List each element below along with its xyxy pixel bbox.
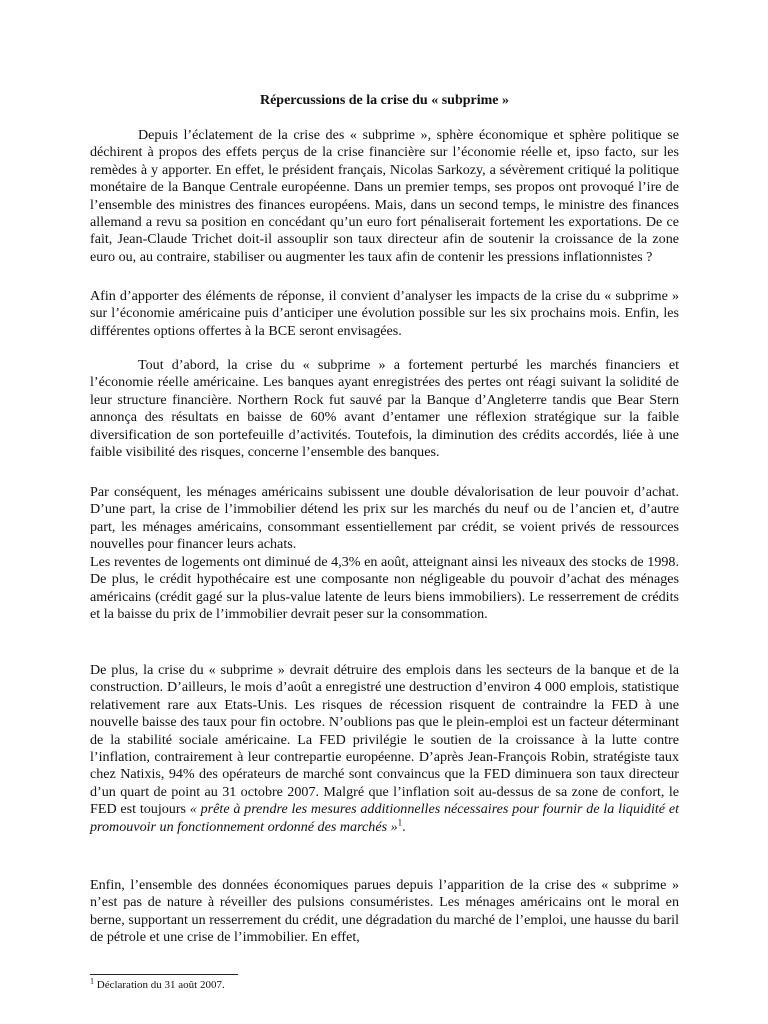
footnote-reference[interactable]: 1 <box>397 816 403 827</box>
footnote-marker: 1 <box>90 976 94 986</box>
paragraph-intro: Depuis l’éclatement de la crise des « subprime », sphère économique et sphère politique se déchirent à propos des effets perçus de la crise financière sur l’économie réelle et, ipso facto, sur les remèdes à y apporter. En effet, le président français, Nicolas Sarkozy, a sévèrement critiqué la politique monétaire de la Banque Centrale européenne. Dans un premier temps, ses propos ont provoqué l’ire de l’ensemble des ministres des finances européens. Mais, dans un second temps, le ministre des finances allemand a revu sa position en concédant qu’un euro fort pénaliserait fortement les exportations. De ce fait, Jean-Claude Trichet doit-il assouplir son taux directeur afin de soutenir la croissance de la zone euro ou, au contraire, stabiliser ou augmenter les taux afin de contenir les pressions inflationnistes ? <box>90 127 679 265</box>
paragraph-housing: Les reventes de logements ont diminué de 4,3% en août, atteignant ainsi les niveaux des stocks de 1998. De plus, le crédit hypothécaire est une composante non négligeable du pouvoir d’achat des ménages américains (crédit gagé sur la plus-value latente de leurs biens immobiliers). Le resserrement de crédits et la baisse du prix de l’immobilier devrait peser sur la consommation. <box>90 554 679 623</box>
employment-text: De plus, la crise du « subprime » devrait détruire des emplois dans les secteurs de la banque et de la construction. D’ailleurs, le mois d’août a enregistré une destruction d’environ 4 000 emplois, statistique relativement rare aux Etats-Unis. Les risques de récession risquent de contraindre la FED à une nouvelle baisse des taux pour fin octobre. N’oublions pas que le plein-emploi est un facteur déterminant de la stabilité sociale américaine. La FED privilégie le soutien de la croissance à la lutte contre l’inflation, contrairement à leur contrepartie européenne. D’après Jean-François Robin, stratégiste taux chez Natixis, 94% des opérateurs de marché sont convaincus que la FED diminuera son taux directeur d’un quart de point au 31 octobre 2007. Malgré que l’inflation soit au-dessus de sa zone de confort, le FED est toujours <box>90 662 679 818</box>
footnote-text: Déclaration du 31 août 2007. <box>96 979 225 991</box>
paragraph-banks: Tout d’abord, la crise du « subprime » a fortement perturbé les marchés financiers et l’économie réelle américaine. Les banques ayant enregistrées des pertes ont réagi suivant la solidité de leur structure financière. Northern Rock fut sauvé par la Banque d’Angleterre tandis que Bear Stern annonça des résultats en baisse de 60% avant d’entamer une réflexion stratégique sur la faible diversification de son portefeuille d’activités. Toutefois, la diminution des crédits accordés, liée à une faible visibilité des risques, concerne l’ensemble des banques. <box>90 357 679 461</box>
footnote-separator <box>90 974 238 975</box>
document-title: Répercussions de la crise du « subprime » <box>259 93 510 108</box>
footnote <box>90 978 225 992</box>
paragraph-plan: Afin d’apporter des éléments de réponse, il convient d’analyser les impacts de la crise du « subprime » sur l’économie américaine puis d’anticiper une évolution possible sur les six prochains mois. Enfin, les différentes options offertes à la BCE seront envisagées. <box>90 288 679 339</box>
paragraph-employment: De plus, la crise du « subprime » devrait détruire des emplois dans les secteurs de la banque et de la construction. D’ailleurs, le mois d’août a enregistré une destruction d’environ 4 000 emplois, statistique relativement rare aux Etats-Unis. Les risques de récession risquent de contraindre la FED à une nouvelle baisse des taux pour fin octobre. N’oublions pas que le plein-emploi est un facteur déterminant de la stabilité sociale américaine. La FED privilégie le soutien de la croissance à la lutte contre l’inflation, contrairement à leur contrepartie européenne. D’après Jean-François Robin, stratégiste taux chez Natixis, 94% des opérateurs de marché sont convaincus que la FED diminuera son taux directeur d’un quart de point au 31 octobre 2007. Malgré que l’inflation soit au-dessus de sa zone de confort, le FED est toujours « prête à prendre les mesures additionnelles nécessaires pour fournir de la liquidité et promouvoir un fonctionnement ordonné des marchés »$^1$. <box>90 662 679 835</box>
paragraph-consumption: Enfin, l’ensemble des données économiques parues depuis l’apparition de la crise des « subprime » n’est pas de nature à réveiller des pulsions consuméristes. Les ménages américains ont le moral en berne, supportant un resserrement du crédit, une dégradation du marché de l’emploi, une hausse du baril de pétrole et une crise de l’immobilier. En effet, <box>90 877 679 946</box>
fed-quote: « prête à prendre les mesures additionnelles nécessaires pour fournir de la liquidité et promouvoir un fonctionnement ordonné des marchés » <box>90 801 679 835</box>
paragraph-households: Par conséquent, les ménages américains subissent une double dévalorisation de leur pouvoir d’achat. D’une part, la crise de l’immobilier détend les prix sur les marchés du neuf ou de l’ancien et, d’autre part, les ménages américains, consommant essentiellement par crédit, se voient privés de ressources nouvelles pour financer leurs achats. <box>90 484 679 553</box>
